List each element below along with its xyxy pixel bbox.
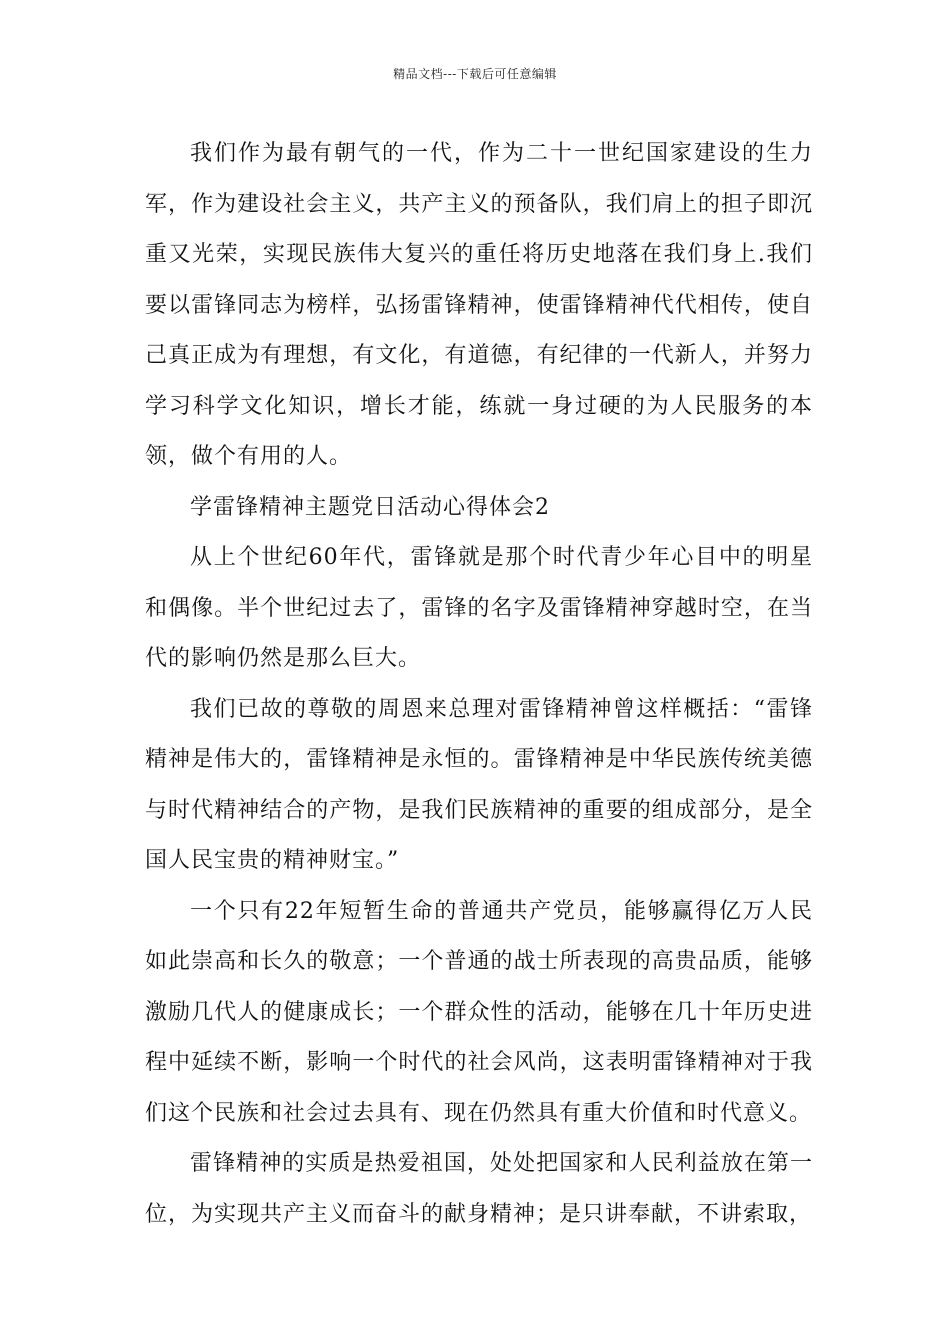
paragraph-3: 我们已故的尊敬的周恩来总理对雷锋精神曾这样概括：“雷锋精神是伟大的，雷锋精神是永恒的。雷锋精神是中华民族传统美德与时代精神结合的产物，是我们民族精神的重要的组成部分，是全国人民宝贵的精神财宝。” (145, 696, 813, 873)
paragraph-2: 从上个世纪60年代，雷锋就是那个时代青少年心目中的明星和偶像。半个世纪过去了，雷锋的名字及雷锋精神穿越时空，在当代的影响仍然是那么巨大。 (145, 545, 813, 671)
page-header: 精品文档---下载后可任意编辑 (393, 67, 557, 81)
paragraph-1: 我们作为最有朝气的一代，作为二十一世纪国家建设的生力军，作为建设社会主义，共产主义的预备队，我们肩上的担子即沉重又光荣，实现民族伟大复兴的重任将历史地落在我们身上.我们要以雷锋同志为榜样，弘扬雷锋精神，使雷锋精神代代相传，使自己真正成为有理想，有文化，有道德，有纪律的一代新人，并努力学习科学文化知识，增长才能，练就一身过硬的为人民服务的本领，做个有用的人。 (145, 141, 813, 469)
section-heading: 学雷锋精神主题党日活动心得体会2 (190, 494, 550, 520)
paragraph-4: 一个只有22年短暂生命的普通共产党员，能够赢得亿万人民如此崇高和长久的敬意；一个普通的战士所表现的高贵品质，能够激励几代人的健康成长；一个群众性的活动，能够在几十年历史进程中延续不断，影响一个时代的社会风尚，这表明雷锋精神对于我们这个民族和社会过去具有、现在仍然具有重大价值和时代意义。 (145, 898, 813, 1126)
paragraph-5: 雷锋精神的实质是热爱祖国，处处把国家和人民利益放在第一位，为实现共产主义而奋斗的献身精神；是只讲奉献，不讲索取， (145, 1151, 813, 1227)
document-body (145, 129, 813, 1240)
